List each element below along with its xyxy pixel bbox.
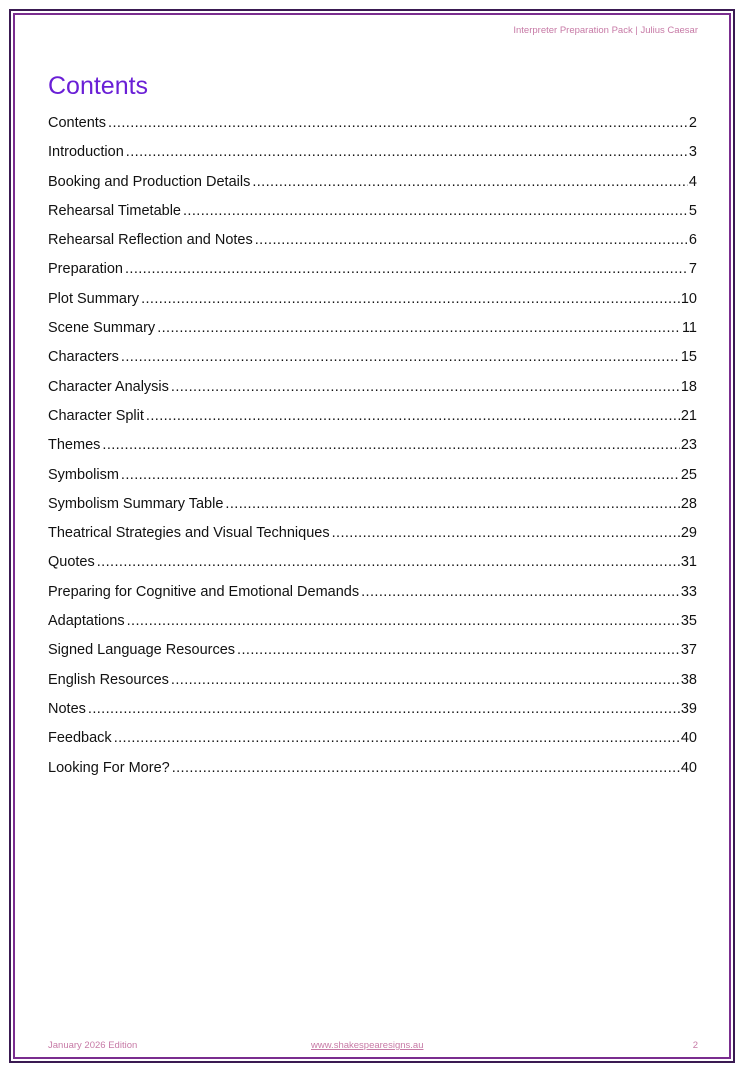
toc-dot-leader [252, 174, 688, 190]
toc-entry[interactable] [48, 349, 697, 378]
footer-website-link[interactable]: www.shakespearesigns.au [311, 1040, 424, 1051]
toc-entry-page-number: 33 [680, 583, 697, 600]
footer-edition: January 2026 Edition [48, 1040, 138, 1051]
toc-entry-label: English Resources [48, 671, 169, 688]
toc-dot-leader [114, 730, 680, 746]
toc-entry-label: Preparation [48, 261, 123, 278]
toc-entry-label: Rehearsal Timetable [48, 202, 181, 219]
toc-entry-label: Quotes [48, 554, 95, 571]
toc-entry-label: Booking and Production Details [48, 173, 251, 190]
toc-dot-leader [171, 379, 680, 395]
toc-entry-page-number: 39 [680, 700, 697, 717]
toc-entry-page-number: 25 [680, 466, 697, 483]
toc-entry-page-number: 38 [680, 671, 697, 688]
toc-entry-label: Feedback [48, 730, 112, 747]
toc-entry[interactable] [48, 701, 697, 730]
toc-entry[interactable] [48, 467, 697, 496]
toc-entry[interactable] [48, 554, 697, 583]
toc-dot-leader [127, 613, 680, 629]
toc-entry-page-number: 28 [680, 495, 697, 512]
toc-entry-label: Character Split [48, 407, 144, 424]
toc-entry[interactable] [48, 496, 697, 525]
footer-page-number: 2 [692, 1040, 698, 1051]
toc-entry-label: Rehearsal Reflection and Notes [48, 232, 253, 249]
toc-entry-page-number: 21 [680, 407, 697, 424]
toc-entry-page-number: 7 [688, 261, 697, 278]
toc-entry[interactable] [48, 261, 697, 290]
toc-entry-page-number: 4 [688, 173, 697, 190]
toc-dot-leader [102, 437, 679, 453]
toc-entry[interactable] [48, 408, 697, 437]
toc-entry[interactable] [48, 379, 697, 408]
toc-dot-leader [361, 584, 680, 600]
toc-entry[interactable] [48, 320, 697, 349]
toc-entry-label: Signed Language Resources [48, 642, 236, 659]
toc-entry-label: Plot Summary [48, 290, 140, 307]
toc-dot-leader [332, 525, 680, 541]
toc-entry[interactable] [48, 115, 697, 144]
toc-dot-leader [121, 467, 680, 483]
toc-entry-label: Themes [48, 437, 101, 454]
toc-dot-leader [108, 115, 688, 131]
toc-entry[interactable] [48, 613, 697, 642]
toc-entry-page-number: 35 [680, 613, 697, 630]
toc-entry-page-number: 10 [680, 290, 697, 307]
toc-entry-label: Theatrical Strategies and Visual Techniques [48, 525, 330, 542]
toc-entry[interactable] [48, 174, 697, 203]
toc-entry[interactable] [48, 144, 697, 173]
toc-entry-page-number: 18 [680, 378, 697, 395]
toc-entry-page-number: 15 [680, 349, 697, 366]
toc-entry-page-number: 29 [680, 525, 697, 542]
table-of-contents [48, 115, 697, 789]
toc-entry-page-number: 3 [688, 144, 697, 161]
toc-entry[interactable] [48, 672, 697, 701]
toc-dot-leader [183, 203, 688, 219]
toc-entry-page-number: 6 [688, 232, 697, 249]
toc-entry-page-number: 37 [680, 642, 697, 659]
toc-entry-label: Symbolism [48, 466, 119, 483]
toc-dot-leader [225, 496, 679, 512]
toc-entry-label: Preparing for Cognitive and Emotional Demands [48, 583, 360, 600]
toc-dot-leader [237, 642, 680, 658]
toc-entry[interactable] [48, 642, 697, 671]
toc-entry[interactable] [48, 760, 697, 789]
toc-dot-leader [125, 261, 688, 277]
toc-entry[interactable] [48, 232, 697, 261]
toc-dot-leader [172, 760, 680, 776]
toc-entry[interactable] [48, 291, 697, 320]
toc-entry-label: Contents [48, 115, 107, 131]
toc-entry-label: Characters [48, 349, 119, 366]
page-title: Contents [48, 72, 149, 100]
toc-entry-label: Introduction [48, 144, 124, 161]
toc-entry-label: Adaptations [48, 613, 125, 630]
toc-entry[interactable] [48, 203, 697, 232]
toc-dot-leader [146, 408, 680, 424]
toc-entry-label: Looking For More? [48, 759, 170, 776]
toc-entry[interactable] [48, 437, 697, 466]
toc-entry-page-number: 23 [680, 437, 697, 454]
toc-entry-label: Character Analysis [48, 378, 169, 395]
toc-entry-page-number: 11 [681, 320, 697, 337]
running-header: Interpreter Preparation Pack | Julius Caesar [513, 25, 698, 36]
toc-dot-leader [255, 232, 688, 248]
toc-entry[interactable] [48, 525, 697, 554]
toc-entry-page-number: 2 [688, 115, 697, 131]
toc-entry-page-number: 5 [688, 202, 697, 219]
toc-dot-leader [88, 701, 680, 717]
toc-dot-leader [97, 554, 680, 570]
toc-entry-page-number: 31 [680, 554, 697, 571]
toc-dot-leader [141, 291, 680, 307]
toc-entry[interactable] [48, 584, 697, 613]
toc-dot-leader [121, 349, 680, 365]
toc-entry-page-number: 40 [680, 730, 697, 747]
toc-entry[interactable] [48, 730, 697, 759]
toc-dot-leader [126, 144, 688, 160]
toc-entry-label: Notes [48, 700, 86, 717]
toc-entry-label: Scene Summary [48, 320, 156, 337]
toc-dot-leader [157, 320, 681, 336]
toc-entry-page-number: 40 [680, 759, 697, 776]
toc-dot-leader [171, 672, 680, 688]
toc-entry-label: Symbolism Summary Table [48, 495, 224, 512]
